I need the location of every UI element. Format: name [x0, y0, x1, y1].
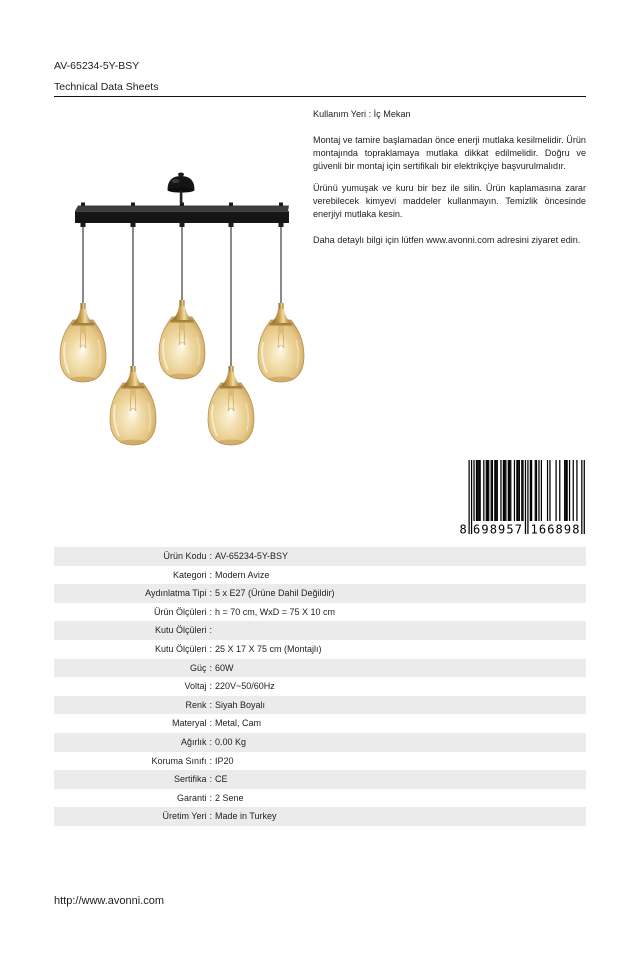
spec-key [54, 659, 212, 678]
light-bulb [273, 338, 289, 362]
spec-label: Koruma Sınıfı [151, 755, 207, 766]
barcode-guard-bar [525, 460, 526, 534]
brass-cap [220, 372, 242, 387]
spec-key [54, 789, 212, 808]
mounting-bar [75, 206, 289, 224]
brass-rim [171, 320, 194, 323]
spec-value: Modern Avize [215, 569, 270, 580]
barcode-bar [531, 460, 532, 521]
barcode-bar [516, 460, 517, 521]
barcode-bar [530, 460, 531, 521]
spec-key [54, 640, 212, 659]
document-subtitle: Technical Data Sheets [54, 80, 159, 93]
spec-separator: : [209, 681, 212, 692]
spec-row [54, 621, 586, 640]
barcode-bar [500, 460, 501, 521]
barcode-bar [505, 460, 506, 521]
spec-value: 5 x E27 (Ürüne Dahil Değildir) [215, 588, 335, 599]
barcode-bar [503, 460, 504, 521]
spec-row [54, 696, 586, 715]
usage-location: Kullanım Yeri : İç Mekan [313, 108, 411, 119]
bar-stud [180, 203, 184, 207]
glass-base [218, 440, 244, 445]
spec-separator: : [209, 718, 212, 729]
spec-key [54, 714, 212, 733]
brass-cap [270, 309, 292, 324]
spec-key [54, 603, 212, 622]
spec-value: 2 Sene [215, 792, 244, 803]
brass-collar [180, 300, 185, 307]
spec-separator: : [209, 643, 212, 654]
spec-value: AV-65234-5Y-BSY [215, 551, 289, 561]
safety-note: Montaj ve tamire başlamadan önce enerji mutlaka kesilmelidir. Ürün montajında topraklamaya mutlaka dikkat edilmelidir. Doğru ve güvenli bir montaj için sertifikalı bir elektrikçiye başvurulmalıdır. [313, 134, 586, 171]
barcode-bar [477, 460, 478, 521]
spec-key [54, 807, 212, 826]
barcode-guard-bar [527, 460, 528, 534]
brass-collar [81, 303, 86, 310]
barcode-guard-bar [584, 460, 585, 534]
barcode-bar [476, 460, 477, 521]
spec-value: IP20 [215, 755, 234, 766]
spec-row [54, 677, 586, 696]
pendant-lamp [258, 203, 304, 383]
bar-stud [131, 203, 135, 207]
spec-key [54, 584, 212, 603]
spec-label: Ürün Ölçüleri [153, 606, 207, 617]
spec-row [54, 733, 586, 752]
pendant-lamp [60, 203, 106, 383]
spec-separator: : [209, 625, 212, 636]
spec-value: Made in Turkey [215, 811, 277, 822]
spec-row [54, 807, 586, 826]
website-note: Daha detaylı bilgi için lütfen www.avonni.com adresini ziyaret edin. [313, 234, 581, 245]
spec-key [54, 621, 212, 640]
barcode-bar [538, 460, 539, 521]
barcode-bar [567, 460, 568, 521]
spec-value: 0.00 Kg [215, 736, 247, 747]
spec-row [54, 789, 586, 808]
spec-table [54, 547, 586, 826]
spec-separator: : [209, 569, 212, 580]
barcode-bar [492, 460, 493, 521]
barcode-bar [480, 460, 481, 521]
spec-label: Garanti [176, 792, 207, 803]
barcode-bar [514, 460, 515, 521]
bar-stud [81, 203, 85, 207]
cleaning-note: Ürünü yumuşak ve kuru bir bez ile silin. Ürün kaplamasına zarar verebilecek kimyevi maddeler kullanmayın. Temizlik öncesinde enerjiyi mutlaka kesin. [313, 182, 586, 219]
spec-separator: : [209, 811, 212, 822]
spec-label: Kutu Ölçüleri [154, 625, 207, 636]
spec-label: Materyal [171, 718, 207, 729]
brass-cap [72, 309, 94, 324]
ceiling-canopy [168, 173, 195, 193]
barcode-bar [565, 460, 566, 521]
spec-separator: : [209, 774, 212, 785]
spec-row [54, 603, 586, 622]
glass-base [70, 377, 96, 382]
spec-key [54, 752, 212, 771]
pendant-lamps [60, 203, 304, 446]
barcode-bar [576, 460, 577, 521]
spec-key [54, 696, 212, 715]
barcode-bar [494, 460, 495, 521]
spec-label: Kategori [172, 569, 207, 580]
light-bulb [75, 338, 91, 362]
barcode-bar [504, 460, 505, 521]
barcode-bar [521, 460, 522, 521]
spec-key [54, 547, 212, 566]
barcode-guard-bar [471, 460, 472, 534]
spec-label: Renk [185, 699, 207, 710]
barcode-bar [535, 460, 536, 521]
barcode-bar [519, 460, 520, 521]
pendant-lamp [208, 203, 254, 446]
glass-base [120, 440, 146, 445]
barcode-bar [491, 460, 492, 521]
barcode-bar [518, 460, 519, 521]
spec-label: Üretim Yeri [162, 811, 207, 822]
spec-key [54, 770, 212, 789]
spec-separator: : [209, 736, 212, 747]
footer-url-link[interactable]: http://www.avonni.com [54, 895, 165, 907]
spec-label: Ürün Kodu [163, 551, 207, 561]
spec-key [54, 566, 212, 585]
product-code-title: AV-65234-5Y-BSY [54, 59, 140, 72]
barcode-right-digits: 166898 [530, 522, 580, 537]
brass-collar [131, 366, 136, 373]
spec-label: Kutu Ölçüleri [154, 643, 207, 654]
barcode-bar [573, 460, 574, 521]
product-image [54, 105, 310, 450]
barcode-bar [508, 460, 509, 521]
spec-row [54, 770, 586, 789]
spec-label: Aydınlatma Tipi [145, 588, 207, 599]
brass-collar [229, 366, 234, 373]
barcode-bar [549, 460, 550, 521]
spec-separator: : [209, 755, 212, 766]
barcode-bar [510, 460, 511, 521]
barcode-bar [497, 460, 498, 521]
spec-separator: : [209, 699, 212, 710]
brass-cap [122, 372, 144, 387]
glass-base [169, 374, 195, 379]
spec-row [54, 547, 586, 566]
barcode-bar [555, 460, 556, 521]
spec-value: CE [215, 774, 228, 785]
barcode-lead-digit: 8 [459, 522, 467, 537]
barcode-bar [541, 460, 542, 521]
light-bulb [125, 401, 141, 425]
glass-base [268, 377, 294, 382]
light-bulb [174, 335, 190, 359]
barcode-bar [473, 460, 474, 521]
pendant-lamp [159, 203, 205, 380]
brass-cap [171, 306, 193, 321]
spec-row [54, 714, 586, 733]
header-rule [54, 96, 586, 97]
brass-rim [122, 386, 145, 389]
spec-separator: : [209, 606, 212, 617]
brass-rim [270, 323, 293, 326]
spec-row [54, 566, 586, 585]
barcode-bar [536, 460, 537, 521]
spec-value: 25 X 17 X 75 cm (Montajlı) [215, 643, 322, 654]
barcode-guard-bar [581, 460, 582, 534]
spec-label: Voltaj [184, 681, 207, 692]
spec-row [54, 659, 586, 678]
barcode-bar [509, 460, 510, 521]
spec-value: Siyah Boyalı [215, 699, 266, 710]
barcode-bar [486, 460, 487, 521]
barcode-bar [564, 460, 565, 521]
spec-label: Güç [189, 662, 207, 673]
spec-row [54, 640, 586, 659]
barcode-bar [522, 460, 523, 521]
spec-value: 220V~50/60Hz [215, 681, 275, 692]
pendant-lamp [110, 203, 156, 446]
spec-value: h = 70 cm, WxD = 75 X 10 cm [215, 606, 336, 617]
spec-label: Sertifika [173, 774, 207, 785]
barcode-bar [559, 460, 560, 521]
barcode-bar [547, 460, 548, 521]
barcode-bar [478, 460, 479, 521]
bar-stud [279, 203, 283, 207]
spec-row [54, 584, 586, 603]
brass-collar [279, 303, 284, 310]
spec-separator: : [209, 588, 212, 599]
brass-rim [72, 323, 95, 326]
barcode-bar [483, 460, 484, 521]
spec-label: Ağırlık [180, 736, 207, 747]
spec-separator: : [209, 551, 212, 561]
light-bulb [223, 401, 239, 425]
brass-rim [220, 386, 243, 389]
barcode-bar [487, 460, 488, 521]
barcode-bar [488, 460, 489, 521]
spec-separator: : [209, 662, 212, 673]
spec-row [54, 752, 586, 771]
barcode-left-digits: 698957 [473, 522, 522, 537]
spec-key [54, 733, 212, 752]
barcode-bar [495, 460, 496, 521]
spec-key [54, 677, 212, 696]
spec-value: Metal, Cam [215, 718, 262, 729]
barcode [456, 459, 587, 538]
barcode-guard-bar [469, 460, 470, 534]
spec-value: 60W [215, 662, 234, 673]
bar-stud [229, 203, 233, 207]
barcode-bar [569, 460, 570, 521]
spec-separator: : [209, 792, 212, 803]
